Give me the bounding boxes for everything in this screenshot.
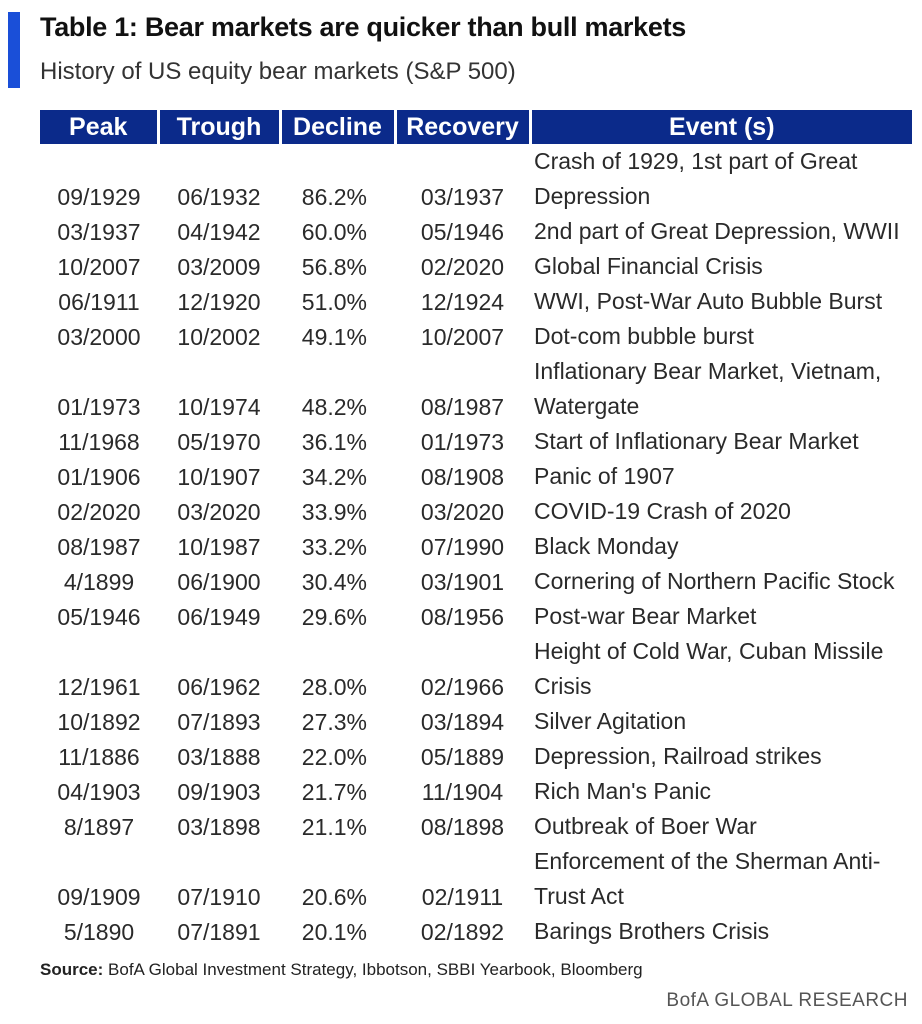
table-body: [40, 144, 912, 949]
cell-decline: 28.0%: [301, 674, 367, 700]
cell-event: Outbreak of Boer War: [534, 813, 757, 839]
cell-decline: 27.3%: [301, 709, 367, 735]
cell-decline: 86.2%: [301, 184, 367, 210]
column-header-peak: Peak: [40, 110, 158, 144]
cell-recovery: 02/1966: [420, 674, 505, 700]
cell-recovery: 08/1956: [420, 604, 505, 630]
cell-decline: 29.6%: [301, 604, 367, 630]
cell-peak: 5/1890: [63, 919, 135, 945]
cell-peak: 08/1987: [57, 534, 141, 560]
cell-recovery: 07/1990: [420, 534, 505, 560]
cell-decline: 20.1%: [301, 919, 367, 945]
cell-recovery: 11/1904: [421, 779, 504, 805]
cell-peak: 4/1899: [63, 569, 135, 595]
table-row: [40, 424, 912, 459]
cell-trough: 06/1900: [177, 569, 261, 595]
cell-trough: 10/1907: [177, 464, 261, 490]
cell-decline: 60.0%: [301, 219, 367, 245]
cell-event: Depression, Railroad strikes: [534, 743, 822, 769]
cell-decline: 20.6%: [301, 884, 367, 910]
cell-peak: 8/1897: [63, 814, 135, 840]
cell-event: Enforcement of the Sherman Anti-Trust Act: [534, 848, 881, 909]
cell-peak: 03/1937: [57, 219, 141, 245]
table-row: [40, 599, 912, 634]
cell-peak: 09/1909: [57, 884, 141, 910]
cell-event: Start of Inflationary Bear Market: [534, 428, 859, 454]
cell-peak: 11/1886: [58, 744, 140, 770]
cell-decline: 21.1%: [301, 814, 367, 840]
cell-decline: 51.0%: [301, 289, 367, 315]
cell-trough: 12/1920: [177, 289, 261, 315]
cell-decline: 30.4%: [301, 569, 367, 595]
cell-peak: 10/2007: [57, 254, 141, 280]
table-row: [40, 809, 912, 844]
cell-event: Height of Cold War, Cuban Missile Crisis: [534, 638, 884, 699]
cell-trough: 06/1932: [177, 184, 261, 210]
cell-event: WWI, Post-War Auto Bubble Burst: [534, 288, 883, 314]
cell-recovery: 03/2020: [420, 499, 505, 525]
cell-peak: 05/1946: [57, 604, 141, 630]
cell-trough: 03/1888: [177, 744, 261, 770]
table-row: [40, 144, 912, 214]
cell-event: Silver Agitation: [534, 708, 687, 734]
table-row: [40, 319, 912, 354]
table-row: [40, 494, 912, 529]
cell-event: Barings Brothers Crisis: [534, 918, 770, 944]
cell-peak: 03/2000: [57, 324, 141, 350]
column-header-recovery: Recovery: [395, 110, 530, 144]
cell-event: Crash of 1929, 1st part of Great Depression: [534, 148, 858, 209]
cell-decline: 33.2%: [301, 534, 367, 560]
source-text: BofA Global Investment Strategy, Ibbotson, SBBI Yearbook, Bloomberg: [108, 960, 643, 979]
table-row: [40, 844, 912, 914]
cell-peak: 01/1906: [57, 464, 141, 490]
cell-peak: 09/1929: [57, 184, 141, 210]
cell-recovery: 10/2007: [420, 324, 505, 350]
cell-event: Post-war Bear Market: [534, 603, 757, 629]
column-header-decline: Decline: [280, 110, 395, 144]
cell-recovery: 03/1901: [420, 569, 505, 595]
cell-decline: 22.0%: [301, 744, 367, 770]
source-label: Source:: [40, 960, 104, 979]
bear-markets-table: [40, 110, 912, 949]
table-row: [40, 704, 912, 739]
cell-recovery: 05/1889: [420, 744, 505, 770]
table-row: [40, 914, 912, 949]
table-row: [40, 739, 912, 774]
title-accent-bar: [8, 12, 20, 88]
table-row: [40, 459, 912, 494]
cell-peak: 11/1968: [58, 429, 140, 455]
cell-decline: 36.1%: [301, 429, 367, 455]
cell-trough: 10/1974: [177, 394, 261, 420]
cell-decline: 49.1%: [301, 324, 367, 350]
cell-recovery: 05/1946: [420, 219, 505, 245]
brand-logo-text: BofA GLOBAL RESEARCH: [666, 990, 908, 1011]
cell-trough: 03/2009: [177, 254, 261, 280]
cell-recovery: 03/1894: [420, 709, 505, 735]
cell-event: 2nd part of Great Depression, WWII: [534, 218, 900, 244]
cell-trough: 05/1970: [177, 429, 261, 455]
cell-peak: 10/1892: [57, 709, 141, 735]
cell-recovery: 02/1911: [421, 884, 504, 910]
cell-trough: 07/1910: [177, 884, 261, 910]
cell-trough: 03/1898: [177, 814, 261, 840]
cell-event: Panic of 1907: [534, 463, 675, 489]
table-row: [40, 774, 912, 809]
cell-trough: 07/1891: [177, 919, 261, 945]
table-row: [40, 284, 912, 319]
table-title: Table 1: Bear markets are quicker than bull markets: [40, 12, 686, 42]
cell-peak: 06/1911: [58, 289, 140, 315]
cell-recovery: 02/2020: [420, 254, 505, 280]
cell-event: Global Financial Crisis: [534, 253, 763, 279]
cell-trough: 06/1962: [177, 674, 261, 700]
cell-recovery: 08/1908: [420, 464, 505, 490]
cell-trough: 04/1942: [177, 219, 261, 245]
cell-event: Cornering of Northern Pacific Stock: [534, 568, 895, 594]
column-header-trough: Trough: [158, 110, 280, 144]
cell-peak: 12/1961: [57, 674, 141, 700]
table-row: [40, 249, 912, 284]
cell-recovery: 01/1973: [420, 429, 505, 455]
table-row: [40, 529, 912, 564]
table-row: [40, 214, 912, 249]
cell-event: Black Monday: [534, 533, 679, 559]
table-subtitle: History of US equity bear markets (S&P 500): [40, 58, 516, 85]
cell-event: COVID-19 Crash of 2020: [534, 498, 791, 524]
cell-trough: 07/1893: [177, 709, 261, 735]
table-row: [40, 564, 912, 599]
cell-decline: 34.2%: [301, 464, 367, 490]
cell-recovery: 08/1898: [420, 814, 505, 840]
cell-decline: 48.2%: [301, 394, 367, 420]
cell-decline: 56.8%: [301, 254, 367, 280]
cell-trough: 06/1949: [177, 604, 261, 630]
cell-trough: 09/1903: [177, 779, 261, 805]
cell-event: Inflationary Bear Market, Vietnam, Watergate: [534, 358, 882, 419]
cell-peak: 02/2020: [57, 499, 141, 525]
table-header-row: [40, 110, 912, 144]
cell-recovery: 12/1924: [420, 289, 505, 315]
source-note: [40, 960, 643, 980]
cell-event: Rich Man's Panic: [534, 778, 711, 804]
cell-peak: 01/1973: [57, 394, 141, 420]
cell-event: Dot-com bubble burst: [534, 323, 754, 349]
table-row: [40, 354, 912, 424]
cell-decline: 21.7%: [301, 779, 367, 805]
table-row: [40, 634, 912, 704]
cell-recovery: 03/1937: [420, 184, 505, 210]
cell-decline: 33.9%: [301, 499, 367, 525]
cell-recovery: 08/1987: [420, 394, 505, 420]
cell-trough: 10/2002: [177, 324, 261, 350]
cell-trough: 10/1987: [177, 534, 261, 560]
cell-recovery: 02/1892: [420, 919, 505, 945]
cell-peak: 04/1903: [57, 779, 141, 805]
cell-trough: 03/2020: [177, 499, 261, 525]
column-header-events: Event (s): [530, 110, 912, 144]
